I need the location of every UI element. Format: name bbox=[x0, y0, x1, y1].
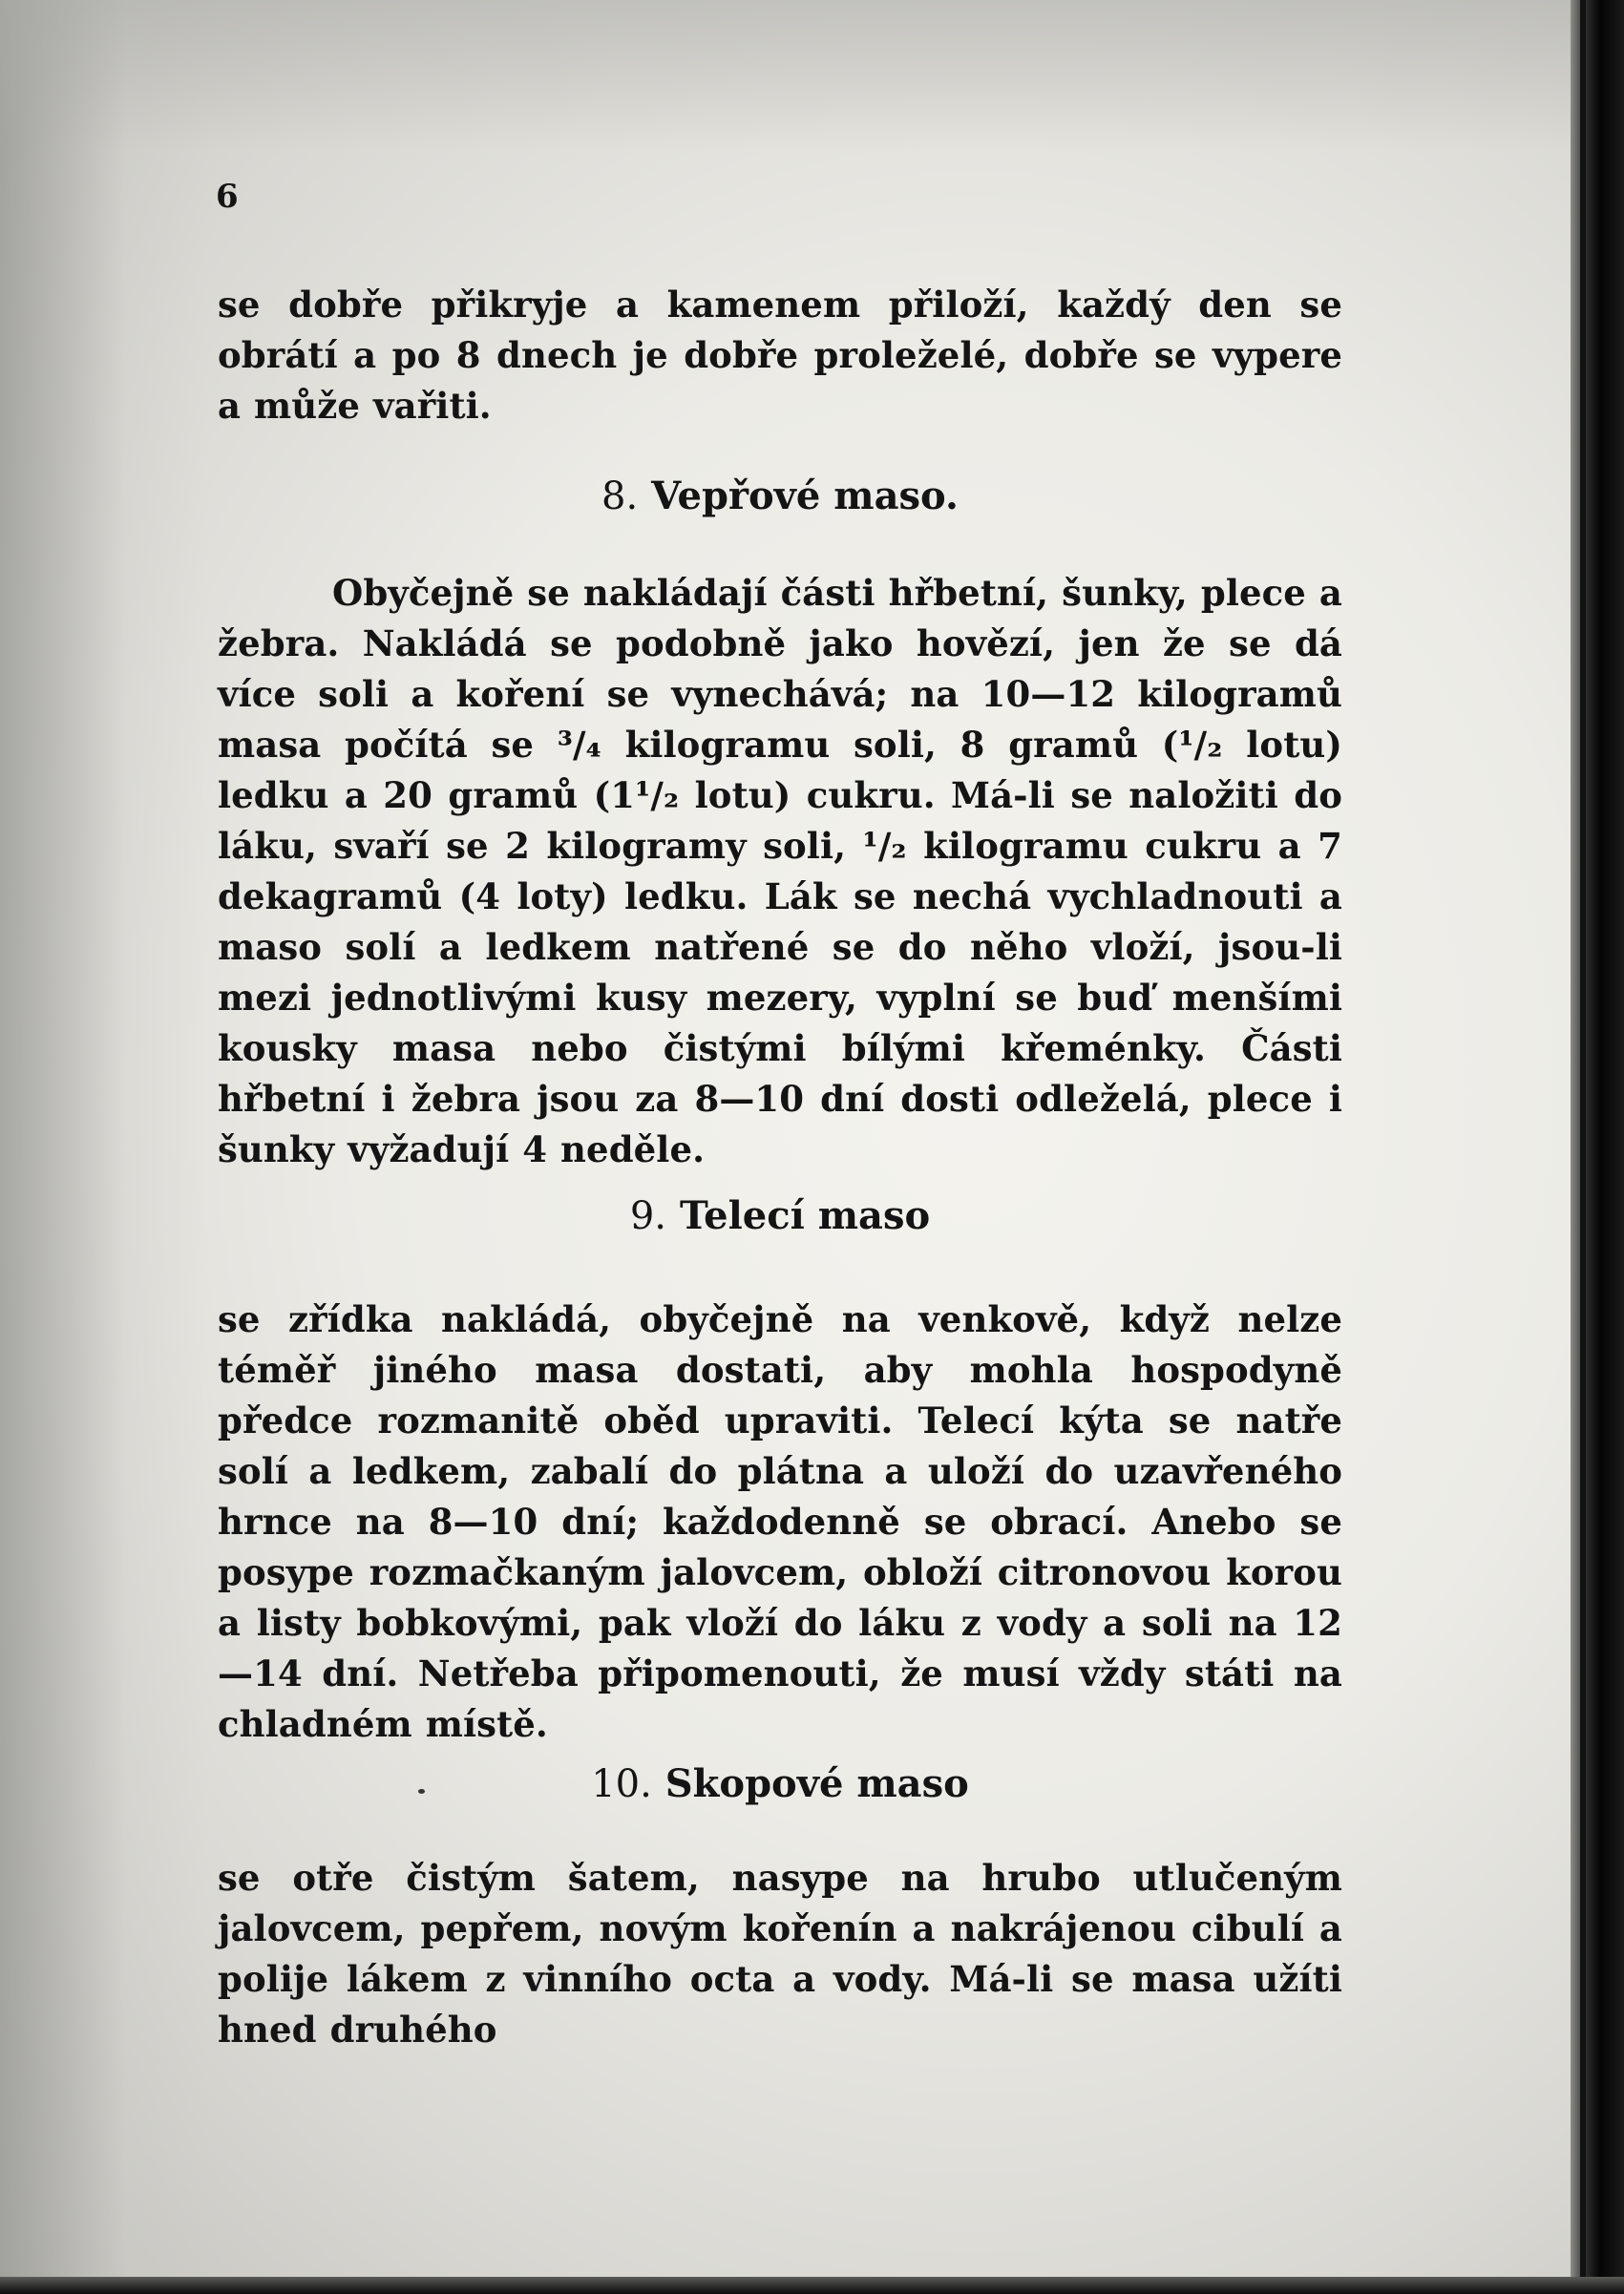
heading-title: Telecí maso bbox=[679, 1193, 931, 1238]
section-heading-10 bbox=[218, 1761, 1342, 1807]
heading-number: 8. bbox=[601, 474, 639, 518]
section-heading-9 bbox=[218, 1193, 1342, 1239]
paragraph: se otře čistým šatem, nasype na hrubo utlučeným jalovcem, pepřem, novým kořenín a nakrájenou cibulí a polije lákem z vinního octa a vody. Má-li se masa užíti hned druhého bbox=[218, 1857, 1342, 2051]
ink-speck bbox=[418, 1789, 425, 1794]
heading-title: Skopové maso bbox=[664, 1761, 969, 1806]
page-number: 6 bbox=[216, 178, 239, 216]
book-edge-shadow bbox=[1571, 0, 1624, 2294]
paragraph: se dobře přikryje a kamenem přiloží, každý den se obrátí a po 8 dnech je dobře proleželé, dobře se vypere a může vařiti. bbox=[218, 284, 1342, 427]
section-heading-8 bbox=[218, 474, 1342, 519]
continuation-paragraph-block bbox=[218, 280, 1342, 431]
paragraph: Obyčejně se nakládají části hřbetní, šunky, plece a žebra. Nakládá se podobně jako hovězí, jen že se dá více soli a koření se vynechává; na 10—12 kilogramů masa počítá se ³/₄ kilogramu soli, 8 gramů (¹/₂ lotu) ledku a 20 gramů (1¹/₂ lotu) cukru. Má-li se naložiti do láku, svaří se 2 kilogramy soli, ¹/₂ kilogramu cukru a 7 dekagramů (4 loty) ledku. Lák se nechá vychladnouti a maso solí a ledkem natřené se do něho vloží, jsou-li mezi jednotlivými kusy mezery, vyplní se buď menšími kousky masa nebo čistými bílými křeménky. Části hřbetní i žebra jsou za 8—10 dní dosti odleželá, plece i šunky vyžadují 4 neděle. bbox=[218, 572, 1342, 1170]
paragraph: se zřídka nakládá, obyčejně na venkově, když nelze téměř jiného masa dostati, aby mohla hospodyně předce rozmanitě oběd upraviti. Telecí kýta se natře solí a ledkem, zabalí do plátna a uloží do uzavřeného hrnce na 8—10 dní; každodenně se obrací. Anebo se posype rozmačkaným jalovcem, obloží citronovou korou a listy bobkovými, pak vloží do láku z vody a soli na 12—14 dní. Netřeba připomenouti, že musí vždy státi na chladném místě. bbox=[218, 1298, 1342, 1745]
section-10-body bbox=[218, 1853, 1342, 2055]
heading-number: 9. bbox=[629, 1194, 667, 1238]
heading-number: 10. bbox=[591, 1762, 652, 1806]
section-8-body bbox=[218, 568, 1342, 1175]
heading-title: Vepřové maso. bbox=[651, 474, 959, 518]
bottom-edge-shadow bbox=[0, 2277, 1624, 2294]
book-edge-line bbox=[1580, 0, 1586, 2294]
section-9-body bbox=[218, 1294, 1342, 1750]
